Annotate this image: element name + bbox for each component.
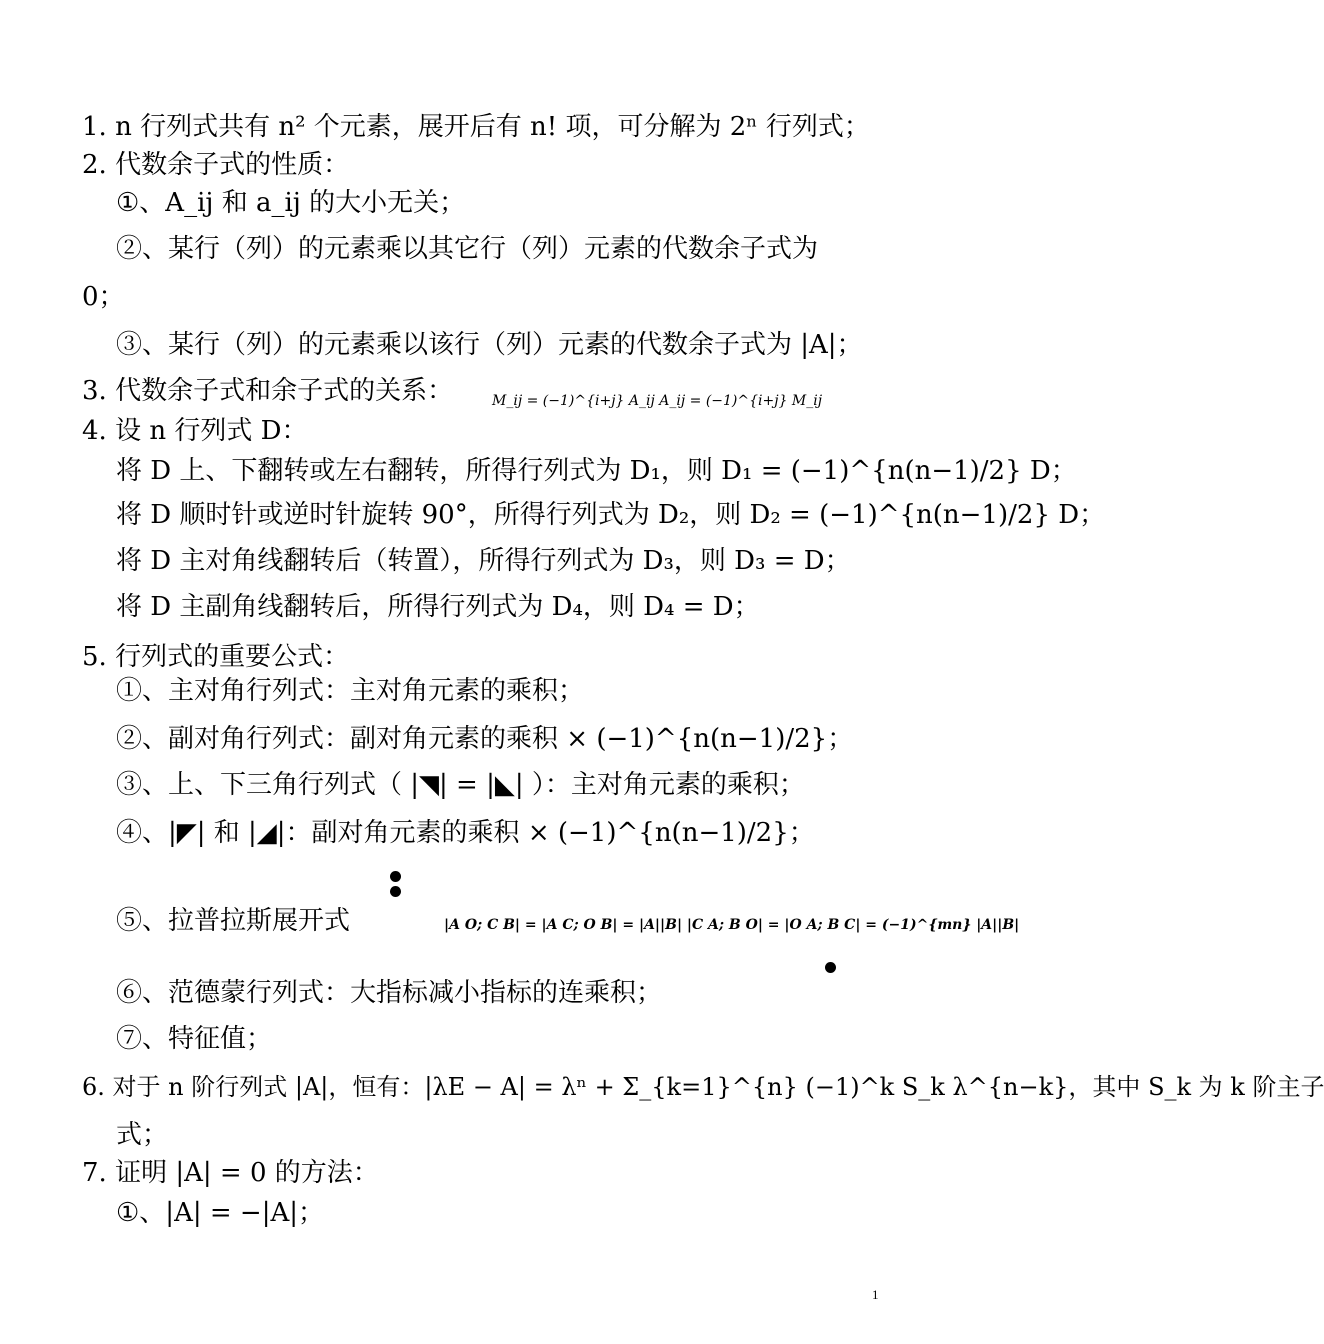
line-text: 0； xyxy=(82,282,125,312)
line-text: ①、A_ij 和 a_ij 的大小无关； xyxy=(116,188,466,218)
formula: M_ij = (−1)^{i+j} A_ij A_ij = (−1)^{i+j} M_ij xyxy=(492,393,823,409)
line-text: 将 D 顺时针或逆时针旋转 90°，所得行列式为 D₂，则 D₂ = (−1)^{n(n−1)/2} D； xyxy=(116,500,1106,530)
item-5-3 xyxy=(116,768,805,802)
item-2-heading xyxy=(82,148,349,182)
item-5-heading xyxy=(82,640,349,674)
page-number: 1 xyxy=(872,1287,879,1302)
line-text: 5. 行列式的重要公式： xyxy=(82,642,350,672)
item-7-heading xyxy=(82,1156,379,1190)
line-text: 将 D 主对角线翻转后（转置），所得行列式为 D₃，则 D₃ = D； xyxy=(116,546,851,576)
line-text: ④、|◤| 和 |◢|：副对角元素的乘积 × (−1)^{n(n−1)/2}； xyxy=(116,818,815,848)
line-text: ②、某行（列）的元素乘以其它行（列）元素的代数余子式为 xyxy=(116,234,819,264)
line-text: ⑥、范德蒙行列式：大指标减小指标的连乘积； xyxy=(116,978,663,1008)
line-text: 将 D 上、下翻转或左右翻转，所得行列式为 D₁，则 D₁ = (−1)^{n(n−1)/2} D； xyxy=(116,456,1077,486)
line-text: ①、主对角行列式：主对角元素的乘积； xyxy=(116,676,585,706)
line-text: ③、某行（列）的元素乘以该行（列）元素的代数余子式为 |A|； xyxy=(116,330,863,360)
item-5-5 xyxy=(116,904,350,938)
line-text: 6. 对于 n 阶行列式 |A|，恒有：|λE − A| = λⁿ + Σ_{k=1}^{n} (−1)^k S_k λ^{n−k}，其中 S_k 为 k 阶主子 xyxy=(82,1073,1324,1101)
item-4-heading xyxy=(82,414,307,448)
item-3 xyxy=(82,374,453,408)
item-1 xyxy=(82,110,870,144)
item-5-2 xyxy=(116,722,853,756)
item-2-2 xyxy=(116,232,818,266)
laplace-formula xyxy=(444,914,1019,936)
item-2-3 xyxy=(116,328,863,362)
item-5-7 xyxy=(116,1022,272,1056)
item-2-2-cont xyxy=(82,280,125,314)
item-4-2 xyxy=(116,498,1105,532)
stray-dot-mark xyxy=(390,886,401,897)
line-text: 7. 证明 |A| = 0 的方法： xyxy=(82,1158,379,1188)
item-4-1 xyxy=(116,454,1077,488)
line-text: ②、副对角行列式：副对角元素的乘积 × (−1)^{n(n−1)/2}； xyxy=(116,724,854,754)
item-6-cont xyxy=(116,1118,168,1152)
line-text: ①、|A| = −|A|； xyxy=(116,1198,325,1228)
line-text: ⑦、特征值； xyxy=(116,1024,273,1054)
item-2-1 xyxy=(116,186,465,220)
line-text: 4. 设 n 行列式 D： xyxy=(82,416,308,446)
item-4-3 xyxy=(116,544,851,578)
line-text: 3. 代数余子式和余子式的关系： xyxy=(82,376,454,406)
line-text: 2. 代数余子式的性质： xyxy=(82,150,350,180)
line-text: ⑤、拉普拉斯展开式 xyxy=(116,906,351,936)
formula: |A O; C B| = |A C; O B| = |A||B| |C A; B O| = |O A; B C| = (−1)^{mn} |A||B| xyxy=(444,917,1020,933)
line-text: 1. n 行列式共有 n² 个元素，展开后有 n! 项，可分解为 2ⁿ 行列式； xyxy=(82,112,870,142)
item-6 xyxy=(82,1070,1324,1104)
item-3-formula xyxy=(492,392,822,410)
stray-dot-mark xyxy=(390,871,401,882)
line-text: ③、上、下三角行列式（ |◥| = |◣| ）：主对角元素的乘积； xyxy=(116,770,805,800)
item-4-4 xyxy=(116,590,760,624)
line-text: 式； xyxy=(116,1120,169,1150)
item-5-6 xyxy=(116,976,662,1010)
item-5-4 xyxy=(116,816,815,850)
stray-dot-mark xyxy=(825,962,836,973)
item-5-1 xyxy=(116,674,584,708)
line-text: 将 D 主副角线翻转后，所得行列式为 D₄，则 D₄ = D； xyxy=(116,592,760,622)
item-7-1 xyxy=(116,1196,324,1230)
